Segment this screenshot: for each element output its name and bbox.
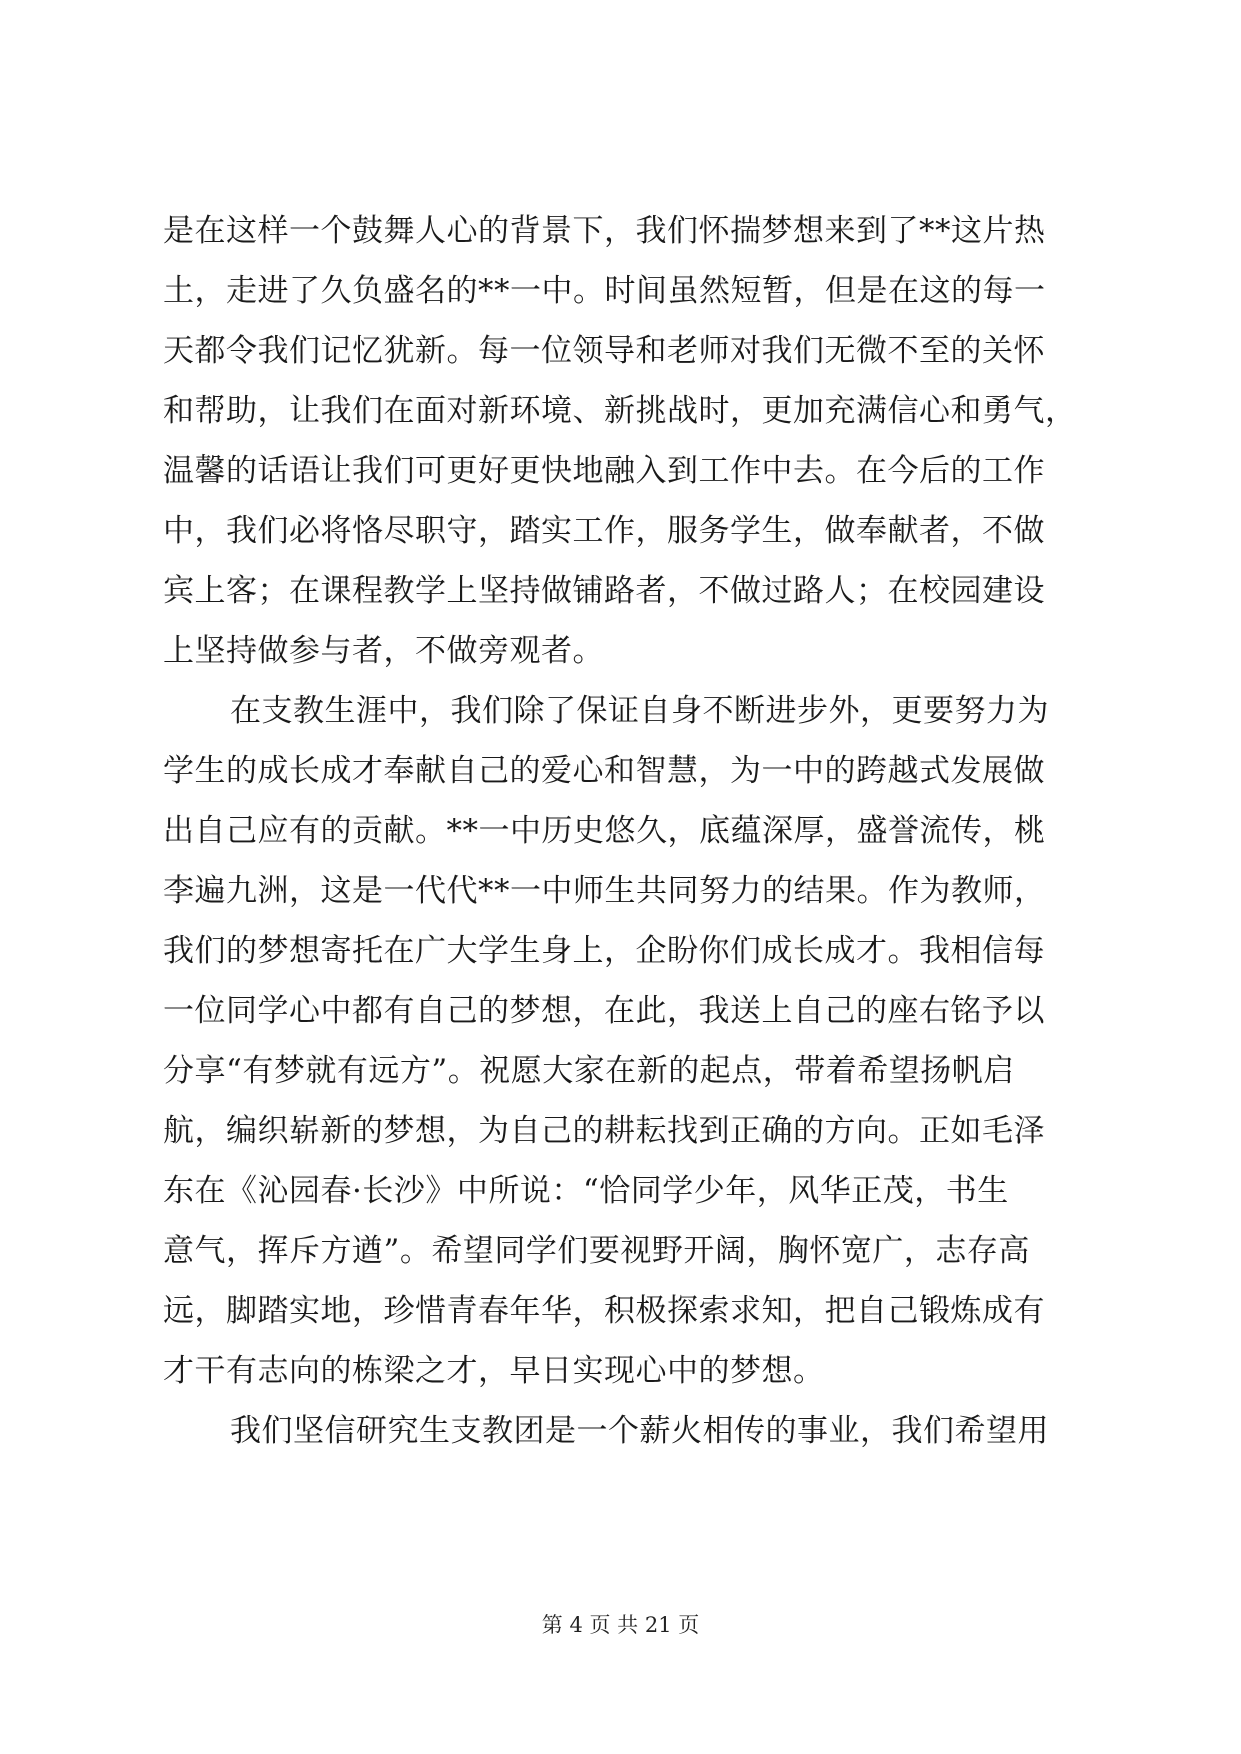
text-line: 东在《沁园春·长沙》中所说：“恰同学少年，风华正茂，书生 — [163, 1173, 1009, 1209]
text-line: 中，我们必将恪尽职守，踏实工作，服务学生，做奉献者，不做 — [163, 513, 1045, 549]
text-line: 远，脚踏实地，珍惜青春年华，积极探索求知，把自己锻炼成有 — [163, 1293, 1045, 1329]
text-line: 航，编织崭新的梦想，为自己的耕耘找到正确的方向。正如毛泽 — [163, 1113, 1045, 1149]
text-line: 是在这样一个鼓舞人心的背景下，我们怀揣梦想来到了**这片热 — [163, 213, 1046, 249]
page-footer: 第 4 页 共 21 页 — [541, 1613, 700, 1637]
text-line: 在支教生涯中，我们除了保证自身不断进步外，更要努力为 — [230, 693, 1049, 729]
text-line: 我们的梦想寄托在广大学生身上，企盼你们成长成才。我相信每 — [163, 933, 1045, 969]
text-line: 才干有志向的栋梁之才，早日实现心中的梦想。 — [163, 1353, 825, 1389]
text-line: 上坚持做参与者，不做旁观者。 — [163, 633, 604, 669]
text-line: 土，走进了久负盛名的**一中。时间虽然短暂，但是在这的每一 — [163, 273, 1046, 309]
text-line: 一位同学心中都有自己的梦想，在此，我送上自己的座右铭予以 — [163, 993, 1045, 1029]
text-line: 学生的成长成才奉献自己的爱心和智慧，为一中的跨越式发展做 — [163, 753, 1045, 789]
text-line: 和帮助，让我们在面对新环境、新挑战时，更加充满信心和勇气， — [163, 393, 1077, 429]
text-line: 我们坚信研究生支教团是一个薪火相传的事业，我们希望用 — [230, 1413, 1049, 1449]
text-line: 出自己应有的贡献。**一中历史悠久，底蕴深厚，盛誉流传，桃 — [163, 813, 1046, 849]
text-line: 温馨的话语让我们可更好更快地融入到工作中去。在今后的工作 — [163, 453, 1045, 489]
text-line: 宾上客；在课程教学上坚持做铺路者，不做过路人；在校园建设 — [163, 573, 1045, 609]
text-line: 分享“有梦就有远方”。祝愿大家在新的起点，带着希望扬帆启 — [163, 1053, 1015, 1089]
text-line: 李遍九洲，这是一代代**一中师生共同努力的结果。作为教师， — [163, 873, 1046, 909]
text-line: 天都令我们记忆犹新。每一位领导和老师对我们无微不至的关怀 — [163, 333, 1045, 369]
text-line: 意气，挥斥方遒”。希望同学们要视野开阔，胸怀宽广，志存高 — [163, 1233, 1030, 1269]
